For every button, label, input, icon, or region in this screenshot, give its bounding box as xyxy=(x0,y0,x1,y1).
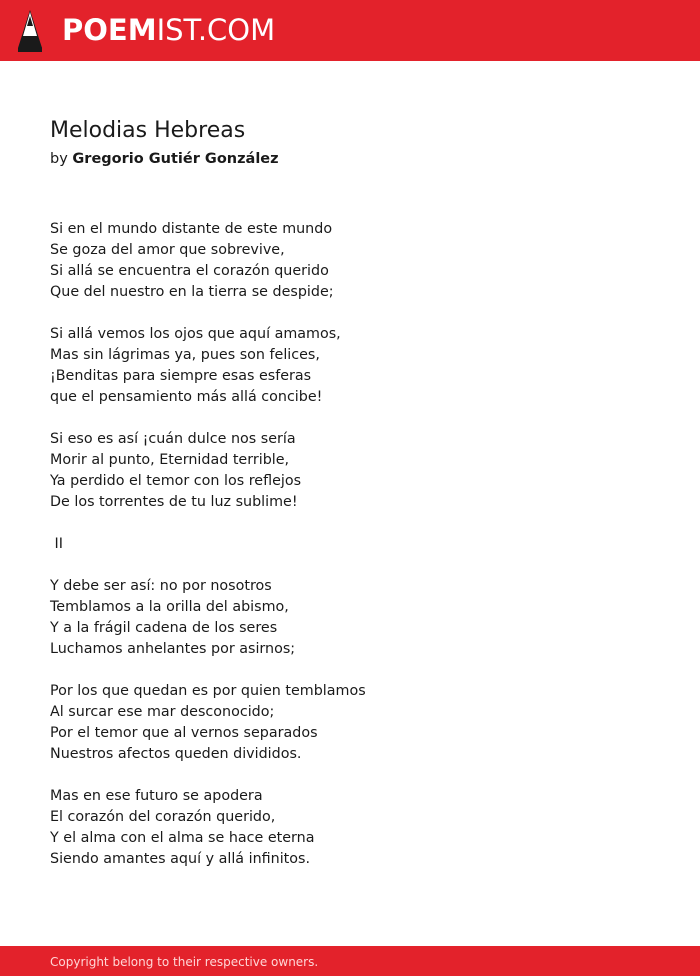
brand-bold: POEM xyxy=(62,13,157,47)
poem-line: Mas sin lágrimas ya, pues son felices, xyxy=(50,347,320,363)
stanza xyxy=(50,219,650,303)
poem-line: Nuestros afectos queden divididos. xyxy=(50,746,302,762)
poem-line: Morir al punto, Eternidad terrible, xyxy=(50,452,290,468)
site-header xyxy=(0,0,700,61)
poem-line: Y debe ser así: no por nosotros xyxy=(50,578,272,594)
by-label: by xyxy=(50,151,68,167)
poem-line: Temblamos a la orilla del abismo, xyxy=(50,599,289,615)
poem-line: Si allá se encuentra el corazón querido xyxy=(50,263,329,279)
poem-line: Por el temor que al vernos separados xyxy=(50,725,318,741)
stanza xyxy=(50,576,650,660)
poem-byline xyxy=(50,149,279,169)
poem-line: ¡Benditas para siempre esas esferas xyxy=(50,368,312,384)
poem-line: Siendo amantes aquí y allá infinitos. xyxy=(50,851,311,867)
poem-line: Y a la frágil cadena de los seres xyxy=(50,620,278,636)
poem-line: Y el alma con el alma se hace eterna xyxy=(50,830,315,846)
poem-line: Mas en ese futuro se apodera xyxy=(50,788,263,804)
poem-line: De los torrentes de tu luz sublime! xyxy=(50,494,298,510)
poem-line: Luchamos anhelantes por asirnos; xyxy=(50,641,296,657)
copyright-text: Copyright belong to their respective owners. xyxy=(50,955,319,969)
stanza xyxy=(50,786,650,870)
stanza xyxy=(50,681,650,765)
stanza xyxy=(50,429,650,513)
brand-light: IST.COM xyxy=(156,13,276,47)
stanza xyxy=(50,324,650,408)
poem-line: Al surcar ese mar desconocido; xyxy=(50,704,275,720)
site-logo-text[interactable] xyxy=(62,12,275,48)
poem-author: Gregorio Gutiér González xyxy=(72,151,279,167)
section-number: II xyxy=(50,536,63,552)
pencil-icon[interactable] xyxy=(18,10,42,52)
poem-line: Por los que quedan es por quien temblamos xyxy=(50,683,366,699)
poem-line: Si eso es así ¡cuán dulce nos sería xyxy=(50,431,296,447)
poem-line: Que del nuestro en la tierra se despide; xyxy=(50,284,334,300)
poem-body xyxy=(50,219,650,891)
poem-line: Si en el mundo distante de este mundo xyxy=(50,221,333,237)
poem-line: El corazón del corazón querido, xyxy=(50,809,276,825)
site-footer xyxy=(0,946,700,976)
poem-line: que el pensamiento más allá concibe! xyxy=(50,389,323,405)
poem-line: Se goza del amor que sobrevive, xyxy=(50,242,285,258)
section-heading xyxy=(50,534,650,555)
poem-line: Ya perdido el temor con los reflejos xyxy=(50,473,302,489)
poem-line: Si allá vemos los ojos que aquí amamos, xyxy=(50,326,341,342)
poem-title: Melodias Hebreas xyxy=(50,118,246,143)
